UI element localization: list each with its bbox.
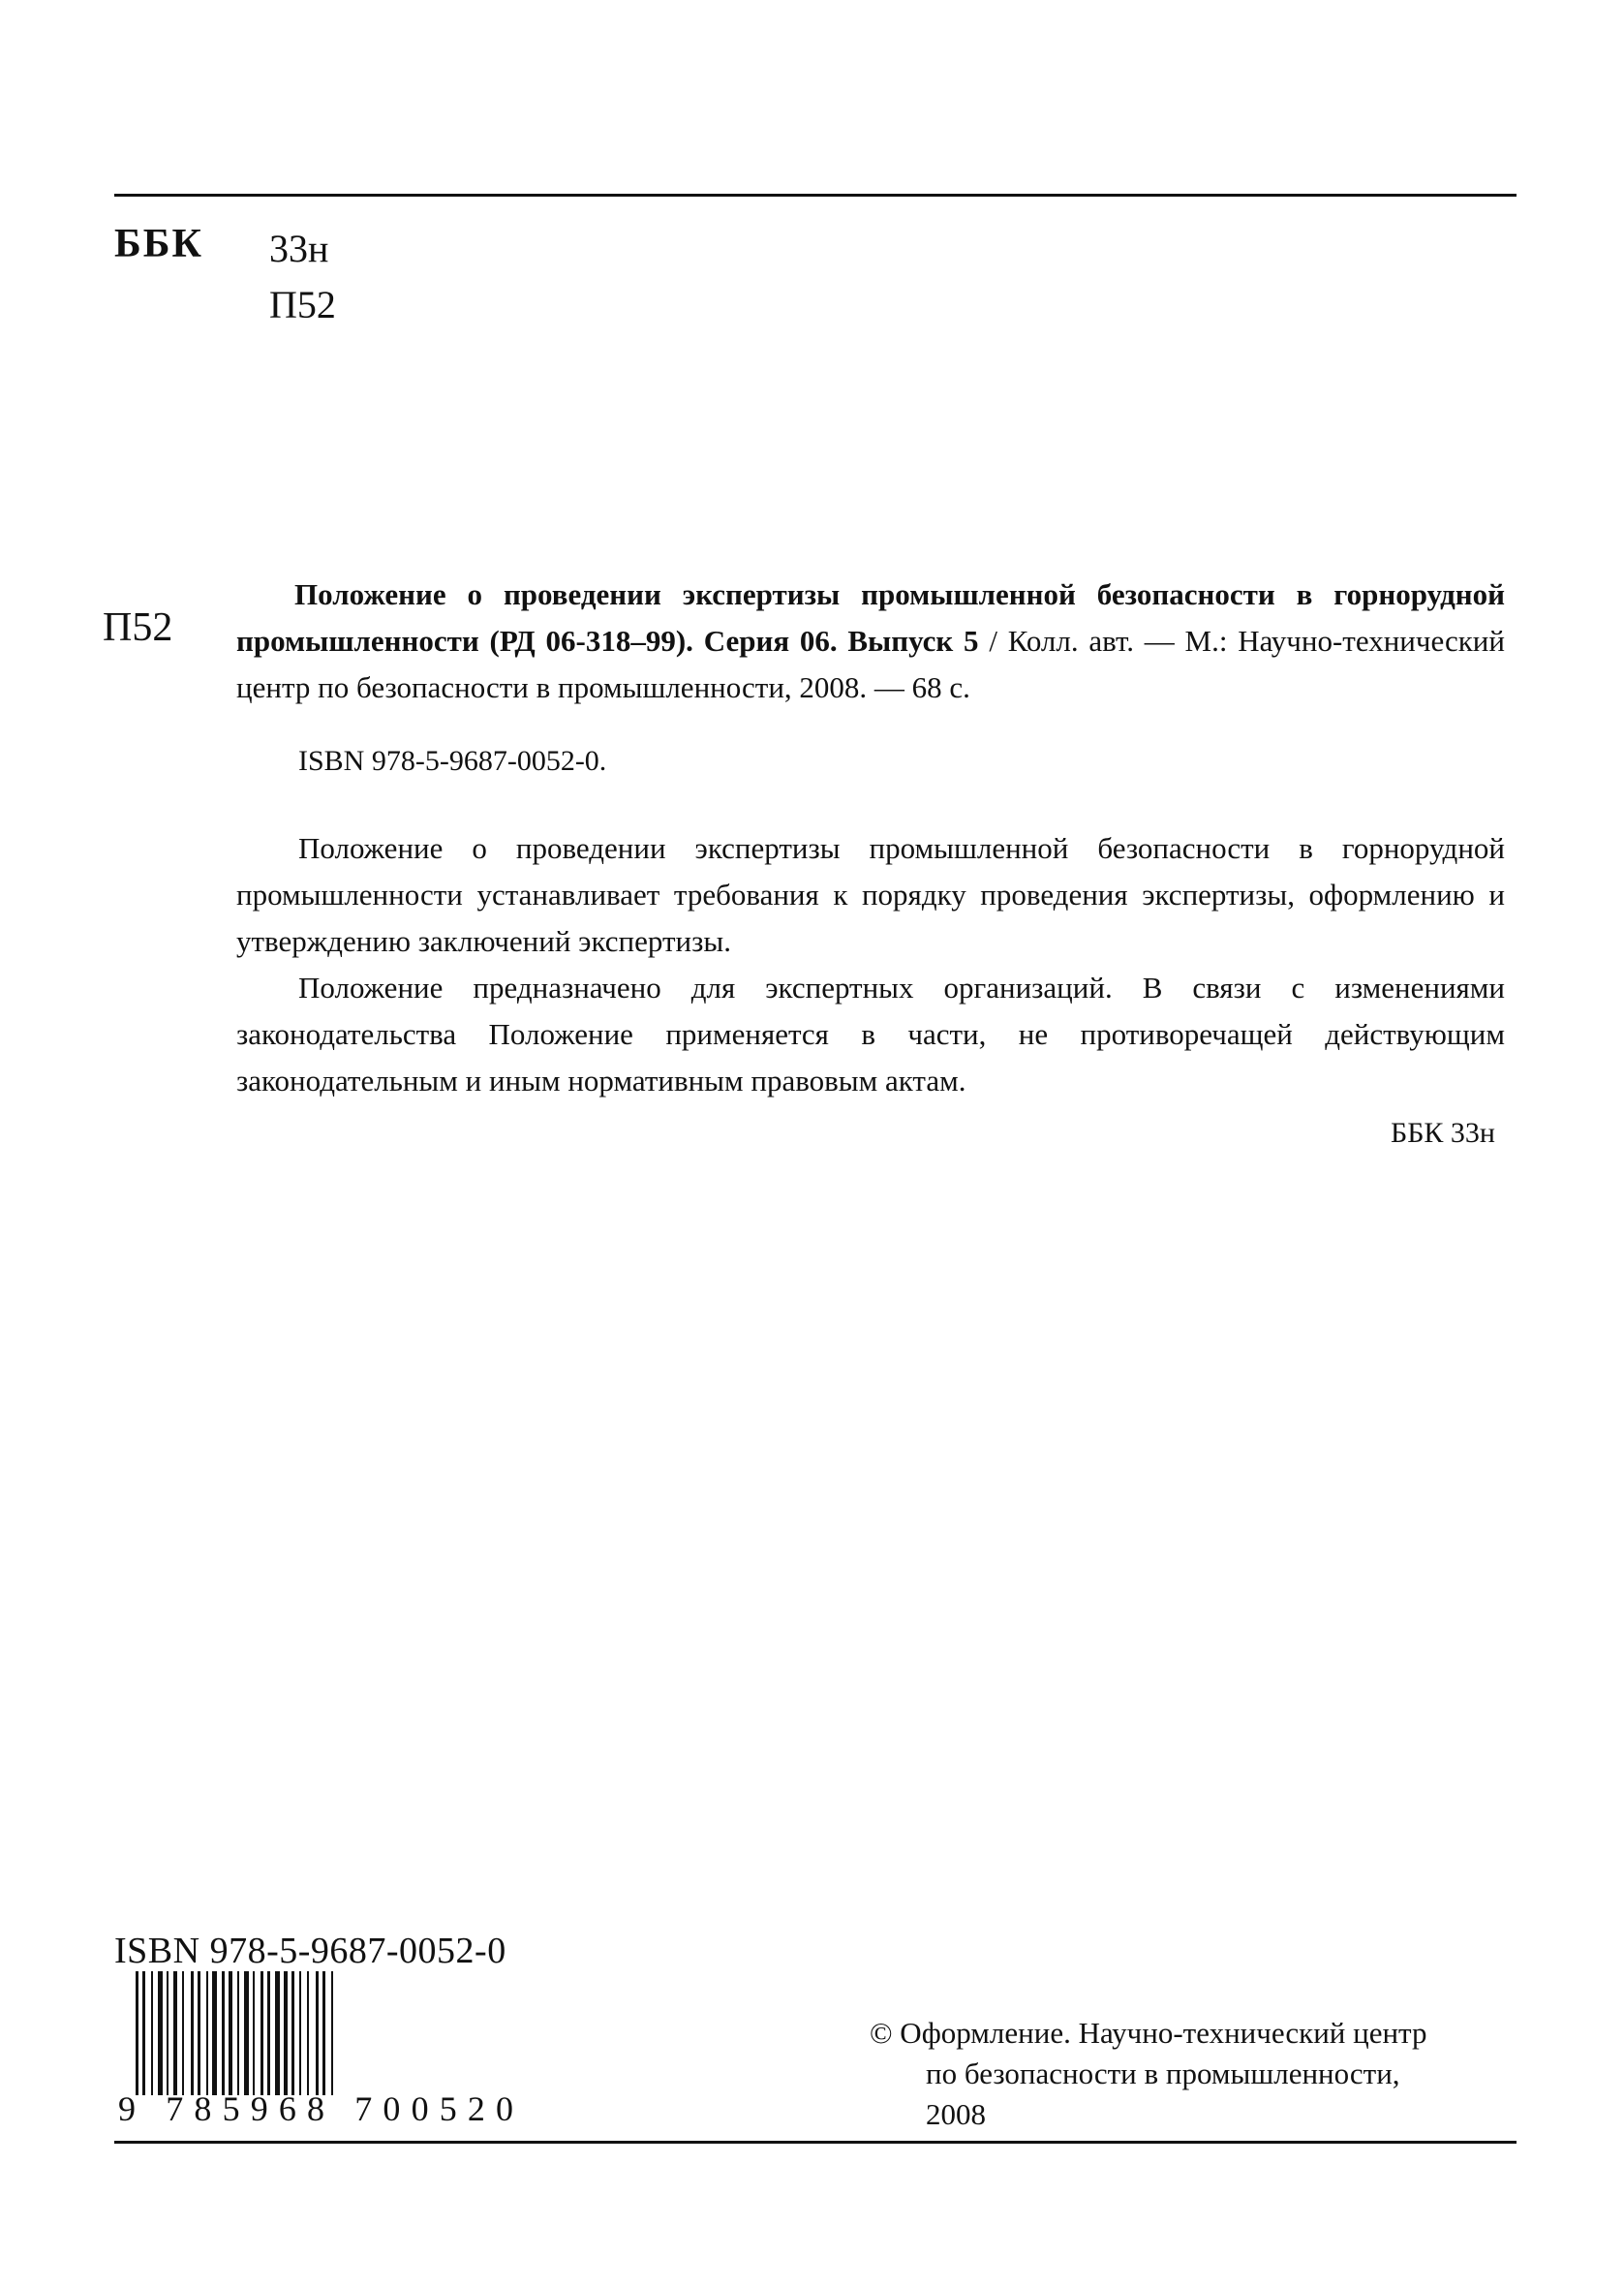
barcode-bar (322, 1971, 325, 2095)
side-index: П52 (103, 605, 173, 650)
abstract-paragraph-2: Положение предназначено для экспертных организаций. В связи с изменениями законодательства Положение применяется в части, не противоречащей действующим законодательным и иным нормативным правовым актам. (236, 971, 1505, 1098)
barcode-bar (167, 1971, 169, 2095)
bbk-code: 33н (269, 227, 329, 270)
barcode-bar (229, 1971, 232, 2095)
barcode-bar (291, 1971, 294, 2095)
bibliographic-record (236, 572, 1505, 1157)
copyright-block (870, 2013, 1509, 2135)
barcode-bar (260, 1971, 263, 2095)
abstract-paragraph-1: Положение о проведении экспертизы промышленной безопасности в горнорудной промышленности устанавливает требования к порядку проведения экспертизы, оформлению и утверждению заключений экспертизы. (236, 831, 1505, 958)
bottom-rule (114, 2141, 1517, 2144)
bbk-label: ББК (114, 222, 203, 266)
book-title: Положение о проведении экспертизы промышленной безопасности в горнорудной промышленности (РД 06-318–99). Серия 06. Выпуск 5 (236, 577, 1505, 658)
barcode-bar (244, 1971, 249, 2095)
barcode-bar (267, 1971, 270, 2095)
isbn-bottom: ISBN 978-5-9687-0052-0 (114, 1931, 506, 1971)
barcode (114, 1971, 521, 2126)
top-rule (114, 194, 1517, 197)
barcode-bar (299, 1971, 301, 2095)
abstract (236, 825, 1505, 1104)
barcode-bar (284, 1971, 288, 2095)
bbk-classification-right: ББК 33н (1390, 1117, 1495, 1149)
barcode-bar (222, 1971, 225, 2095)
bbk-codes (269, 221, 336, 333)
barcode-bar (316, 1971, 319, 2095)
barcode-bar (158, 1971, 163, 2095)
barcode-bar (275, 1971, 280, 2095)
barcode-bar (173, 1971, 177, 2095)
copyright-line-3: 2008 (926, 2097, 986, 2131)
barcode-bar (182, 1971, 184, 2095)
copyright-line-2: по безопасности в промышленности, (926, 2056, 1400, 2090)
barcode-bar (206, 1971, 208, 2095)
barcode-bar (198, 1971, 200, 2095)
barcode-bar (253, 1971, 255, 2095)
barcode-digits: 9 785968 700520 (118, 2089, 513, 2126)
barcode-bar (307, 1971, 309, 2095)
barcode-bar (212, 1971, 217, 2095)
copyright-line-1: © Оформление. Научно-технический центр (870, 2016, 1427, 2050)
author-mark: П52 (269, 283, 336, 326)
isbn-line: ISBN 978-5-9687-0052-0. (298, 745, 607, 777)
publication-details: / Колл. авт. — М.: Научно-технический центр по безопасности в промышленности, 2008. — 68 с. (236, 624, 1505, 704)
title-paragraph (236, 572, 1505, 711)
barcode-bar (191, 1971, 194, 2095)
barcode-bar (151, 1971, 153, 2095)
